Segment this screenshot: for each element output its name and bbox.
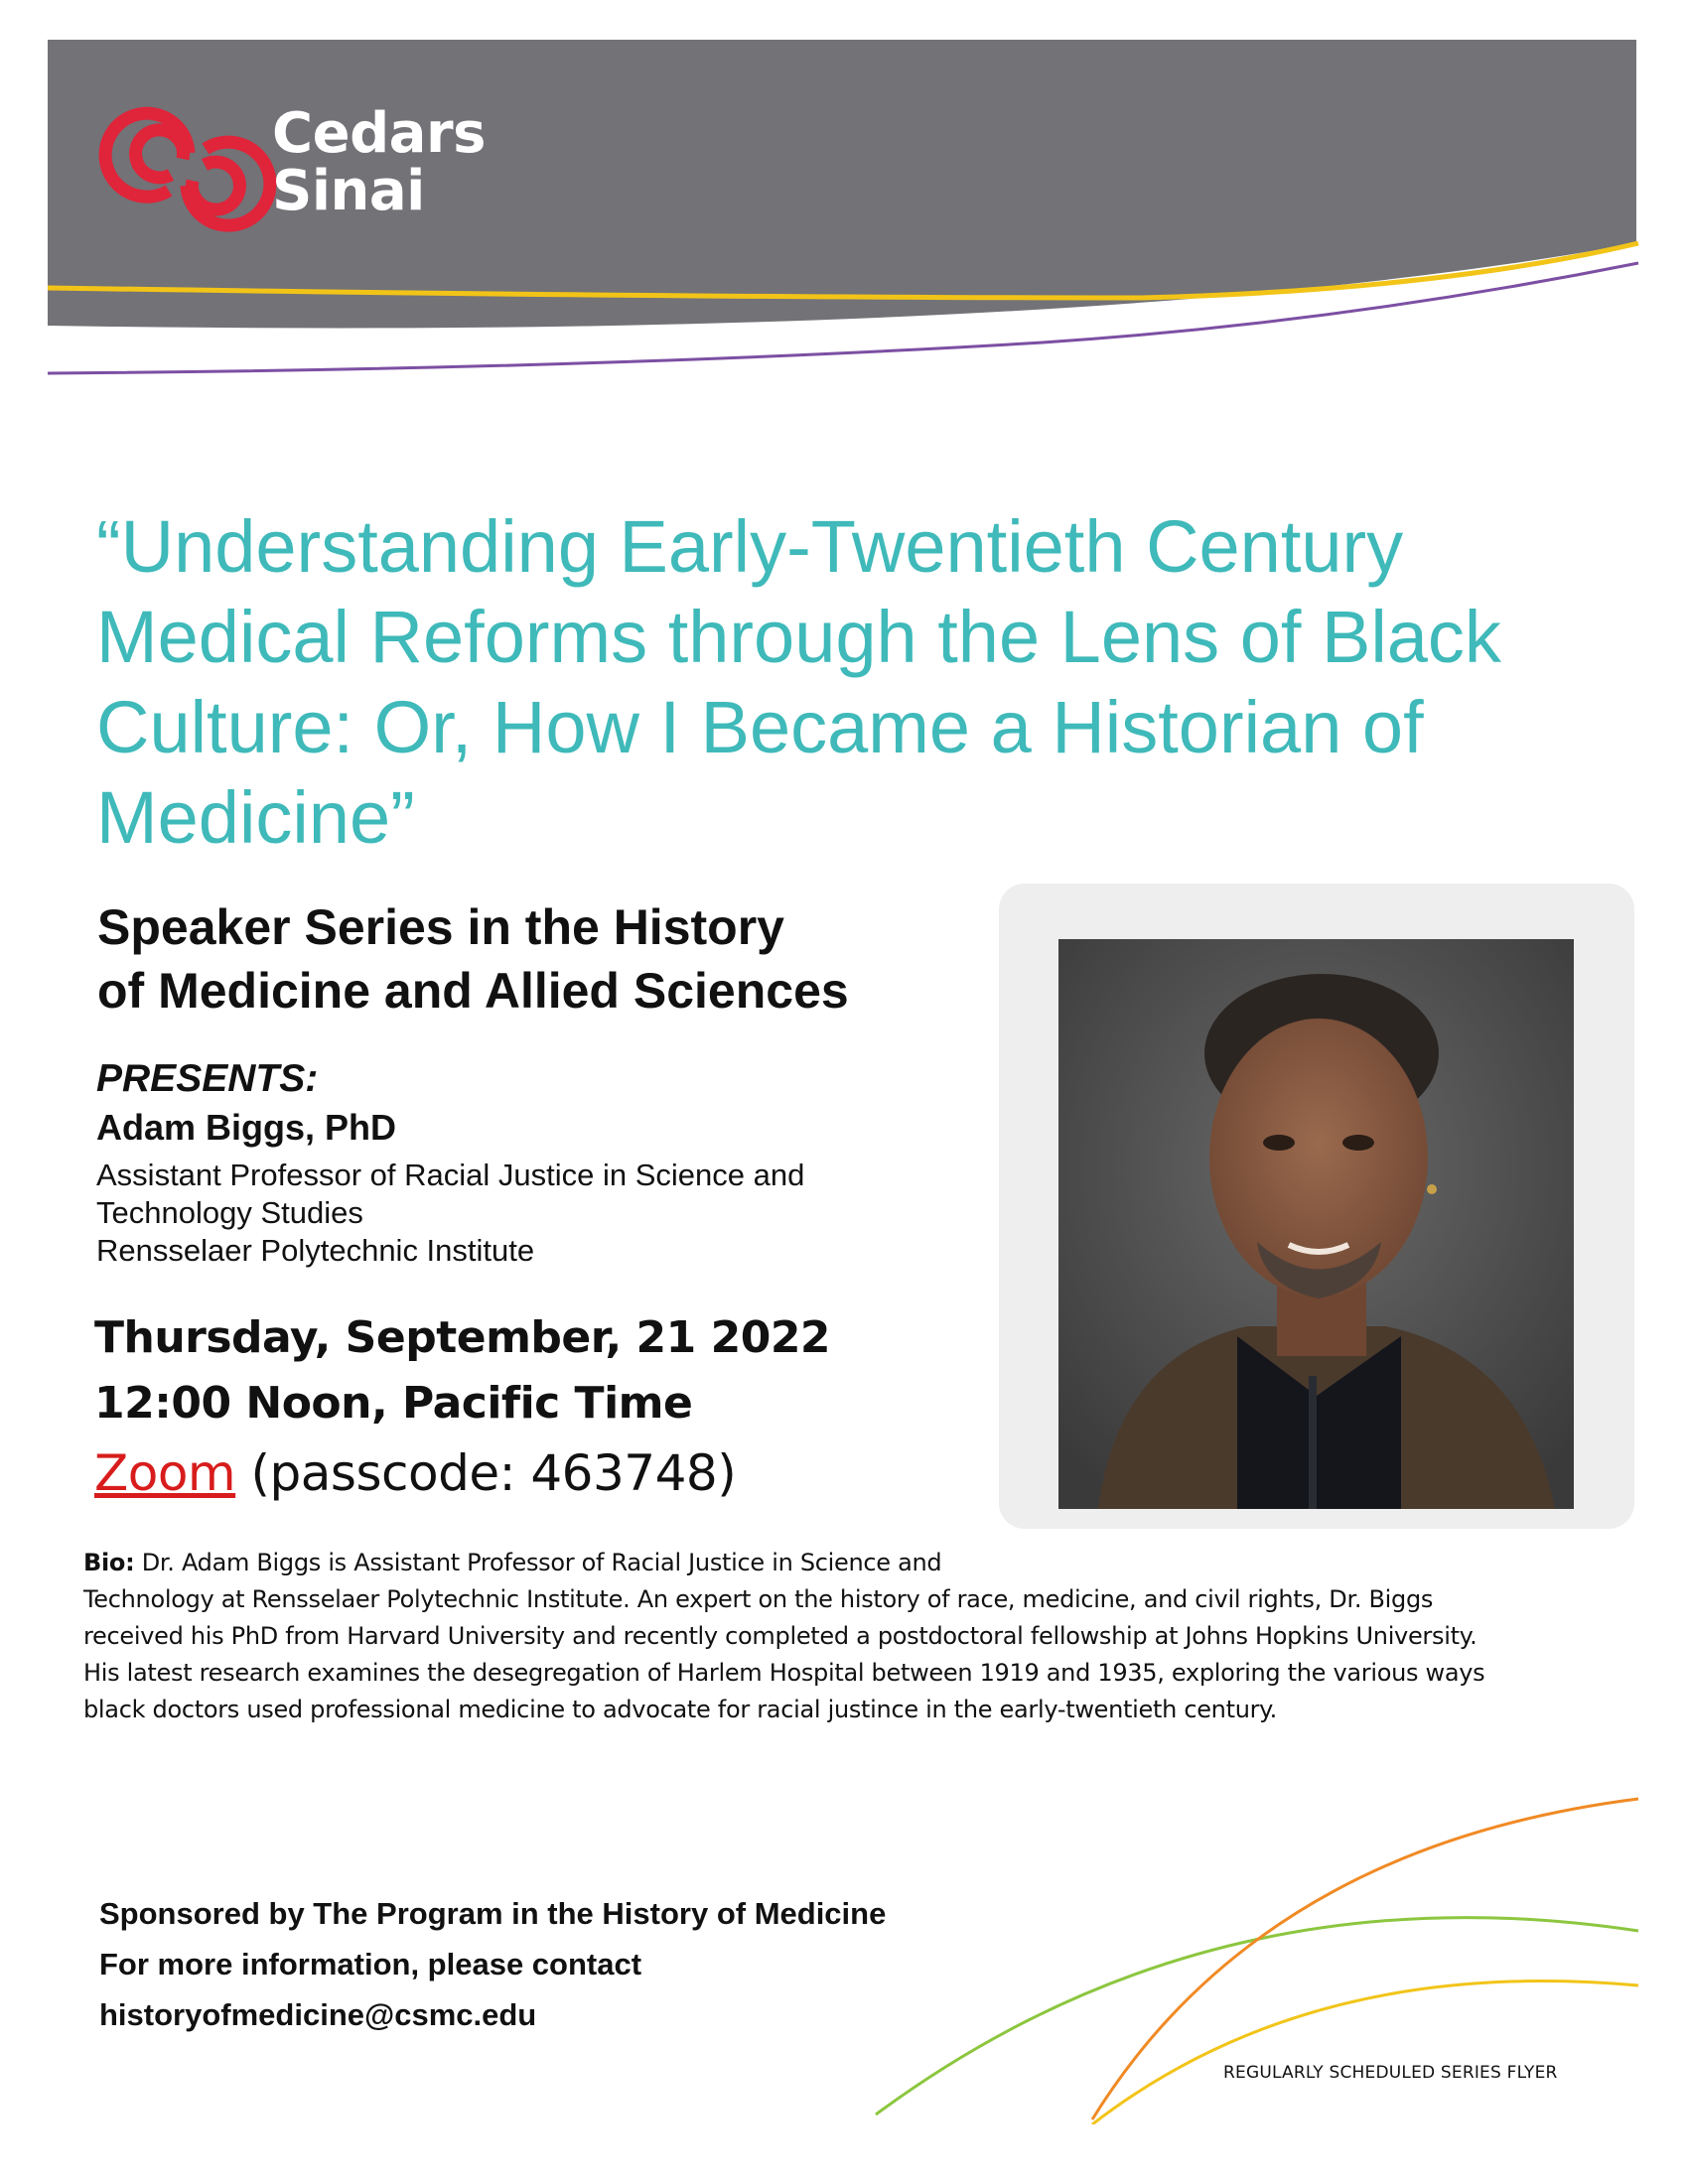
- sponsor-line: Sponsored by The Program in the History of Medicine: [99, 1896, 887, 1931]
- contact-email[interactable]: historyofmedicine@csmc.edu: [99, 1997, 537, 2032]
- series-line-1: Speaker Series in the History: [97, 899, 784, 955]
- zoom-passcode: (passcode: 463748): [250, 1444, 737, 1502]
- zoom-link[interactable]: Zoom: [94, 1444, 236, 1502]
- event-time: 12:00 Noon, Pacific Time: [94, 1378, 693, 1429]
- presents-label: PRESENTS:: [96, 1057, 319, 1100]
- event-title: “Understanding Early-Twentieth Century Medical Reforms through the Lens of Black Culture: Or, How I Became a Historian of Medicine”: [96, 505, 1501, 859]
- brand-wordmark: [272, 101, 486, 223]
- bio-line-5: black doctors used professional medicine to advocate for racial justince in the early-twentieth century.: [83, 1696, 1277, 1723]
- sponsor-block: [99, 1888, 886, 2040]
- brand-line-2: Sinai: [272, 159, 425, 223]
- speaker-affiliation: [96, 1157, 804, 1270]
- header-shape: [0, 0, 1688, 397]
- brand-line-1: Cedars: [272, 101, 486, 166]
- header-banner: [0, 0, 1688, 397]
- speaker-institution: Rensselaer Polytechnic Institute: [96, 1233, 535, 1268]
- flyer-tag: REGULARLY SCHEDULED SERIES FLYER: [1223, 2063, 1558, 2083]
- series-heading: [97, 895, 849, 1023]
- event-datetime: [94, 1305, 830, 1436]
- bio-line-3: received his PhD from Harvard University and recently completed a postdoctoral fellowship at Johns Hopkins University.: [83, 1622, 1477, 1650]
- contact-line: For more information, please contact: [99, 1947, 642, 1981]
- bio-line-4: His latest research examines the desegregation of Harlem Hospital between 1919 and 1935, exploring the various ways: [83, 1659, 1485, 1687]
- speaker-name: Adam Biggs, PhD: [96, 1107, 397, 1148]
- series-line-2: of Medicine and Allied Sciences: [97, 963, 849, 1019]
- event-date: Thursday, September, 21 2022: [94, 1312, 831, 1363]
- speaker-title-line-2: Technology Studies: [96, 1195, 363, 1230]
- speaker-title-line-1: Assistant Professor of Racial Justice in Science and: [96, 1158, 805, 1192]
- speaker-photo: [1058, 939, 1574, 1509]
- bio-label: Bio:: [83, 1549, 135, 1576]
- bio-line-1: [83, 1545, 1573, 1581]
- bio-line-2: Technology at Rensselaer Polytechnic Institute. An expert on the history of race, medicine, and civil rights, Dr. Biggs: [83, 1585, 1434, 1613]
- speaker-bio: [83, 1545, 1573, 1728]
- zoom-line: [94, 1444, 736, 1502]
- bio-line-1-text: Dr. Adam Biggs is Assistant Professor of Racial Justice in Science and: [134, 1549, 942, 1576]
